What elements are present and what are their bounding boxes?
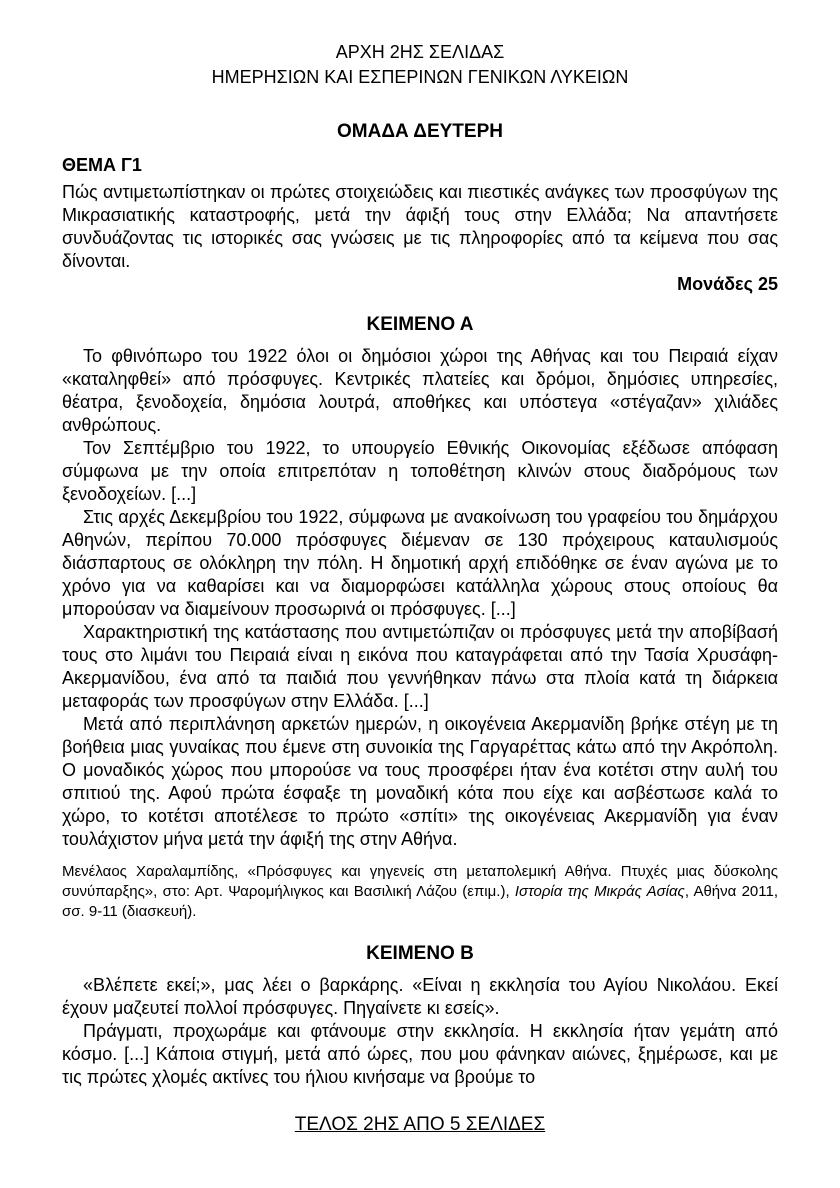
theme-question: Πώς αντιμετωπίστηκαν οι πρώτες στοιχειώδεις και πιεστικές ανάγκες των προσφύγων της Μικρασιατικής καταστροφής, μετά την άφιξή τους στην Ελλάδα; Να απαντήσετε συνδυάζοντας τις ιστορικές σας γνώσεις με τις πληροφορίες από τα κείμενα που σας δίνονται. (62, 182, 778, 271)
text-b-heading: ΚΕΙΜΕΝΟ Β (366, 943, 474, 964)
page-footer-text: ΤΕΛΟΣ 2ΗΣ ΑΠΟ 5 ΣΕΛΙΔΕΣ (294, 1114, 546, 1135)
group-title: ΟΜΑΔΑ ΔΕΥΤΕΡΗ (337, 121, 503, 142)
text-a-paragraph-5: Μετά από περιπλάνηση αρκετών ημερών, η οικογένεια Ακερμανίδη βρήκε στέγη με τη βοήθεια μιας γυναίκας που έμενε στη συνοικία της Γαργαρέττας κάτω από την Ακρόπολη. Ο μοναδικός χώρος που μπορούσε να τους προσφέρει ήταν ένα κοτέτσι στην αυλή του σπιτιού της. Αφού πρώτα έσφαξε τη μοναδική κότα που είχε και ασβέστωσε καλά το χώρο, το κοτέτσι αποτέλεσε το πρώτο «σπίτι» της οικογένειας Ακερμανίδη για έναν τουλάχιστον μήνα μετά την άφιξή της στην Αθήνα. (62, 714, 778, 849)
citation-book-title: Ιστορία της Μικράς Ασίας (514, 883, 685, 900)
points-label: Μονάδες 25 (677, 274, 778, 294)
text-a-paragraph-3: Στις αρχές Δεκεμβρίου του 1922, σύμφωνα με ανακοίνωση του γραφείου του δημάρχου Αθηνών, περίπου 70.000 πρόσφυγες διέμεναν σε 130 πρόχειρους καταυλισμούς διάσπαρτους σε ολόκληρη την πόλη. Η δημοτική αρχή επιδόθηκε σε έναν αγώνα με το χρόνο για να καθαρίσει και να διαμορφώσει κατάλληλα χώρους στους οποίους θα μπορούσαν να διαμείνουν προσωρινά οι πρόσφυγες. [...] (62, 507, 778, 619)
text-b-paragraph-2: Πράγματι, προχωράμε και φτάνουμε στην εκκλησία. Η εκκλησία ήταν γεμάτη από κόσμο. [...] Κάποια στιγμή, μετά από ώρες, που μου φάνηκαν αιώνες, ξημέρωσε, και με τις πρώτες χλομές ακτίνες του ήλιου κινήσαμε να βρούμε το (62, 1021, 778, 1087)
citation-text (62, 862, 778, 922)
page-header (62, 40, 778, 90)
text-a-paragraph-2: Τον Σεπτέμβριο του 1922, το υπουργείο Εθνικής Οικονομίας εξέδωσε απόφαση σύμφωνα με την οποία επιτρεπόταν η τοποθέτηση κλινών στους διαδρόμους των ξενοδοχείων. [...] (62, 438, 778, 504)
text-a-heading: ΚΕΙΜΕΝΟ Α (366, 314, 474, 335)
header-line-2: ΗΜΕΡΗΣΙΩΝ ΚΑΙ ΕΣΠΕΡΙΝΩΝ ΓΕΝΙΚΩΝ ΛΥΚΕΙΩΝ (211, 67, 629, 87)
header-line-1: ΑΡΧΗ 2ΗΣ ΣΕΛΙΔΑΣ (335, 42, 505, 62)
text-a-paragraph-4: Χαρακτηριστική της κατάστασης που αντιμετώπιζαν οι πρόσφυγες μετά την αποβίβασή τους στο λιμάνι του Πειραιά είναι η εικόνα που καταγράφεται από την Τασία Χρυσάφη-Ακερμανίδου, ένα από τα παιδιά που γεννήθηκαν πάνω στα πλοία κατά τη διάρκεια μεταφοράς των προσφύγων στην Ελλάδα. [...] (62, 622, 778, 711)
theme-heading: ΘΕΜΑ Γ1 (62, 155, 142, 175)
page-footer (62, 1113, 778, 1136)
text-a-paragraph-1: Το φθινόπωρο του 1922 όλοι οι δημόσιοι χώροι της Αθήνας και του Πειραιά είχαν «καταληφθεί» από πρόσφυγες. Κεντρικές πλατείες και δρόμοι, δημόσιες υπηρεσίες, θέατρα, ξενοδοχεία, δημόσια λουτρά, αποθήκες και υπόστεγα «στέγαζαν» χιλιάδες ανθρώπους. (62, 346, 778, 435)
text-b-paragraph-1: «Βλέπετε εκεί;», μας λέει ο βαρκάρης. «Είναι η εκκλησία του Αγίου Νικολάου. Εκεί έχουν μαζευτεί πολλοί πρόσφυγες. Πηγαίνετε κι εσείς». (62, 975, 778, 1018)
citation-part-1: Μενέλαος Χαραλαμπίδης, «Πρόσφυγες και γηγενείς στη μεταπολεμική Αθήνα. Πτυχές μιας δύσκολης συνύπαρξης», στο: Αρτ. Ψαρομήλιγκος και Βασιλική Λάζου (επιμ.), (62, 863, 778, 900)
citation-part-2: , Αθήνα 2011, σσ. 9-11 (διασκευή). (62, 883, 778, 920)
